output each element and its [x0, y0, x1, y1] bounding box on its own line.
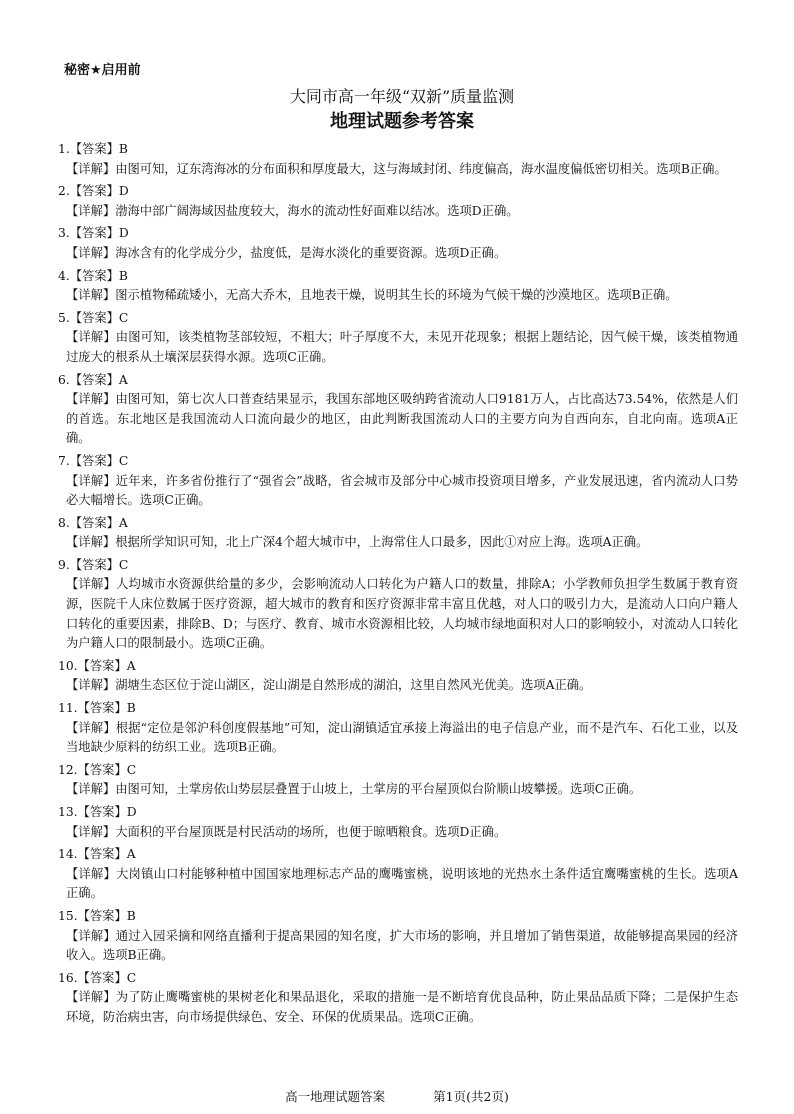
answer-item-16 — [58, 969, 738, 1028]
answer-line: 13.【答案】D — [58, 805, 137, 819]
answer-detail: 【详解】大面积的平台屋顶既是村民活动的场所，也便于晾晒粮食。选项D正确。 — [66, 824, 507, 839]
answer-line: 3.【答案】D — [58, 226, 129, 241]
answer-detail: 【详解】通过入园采摘和网络直播利于提高果园的知名度，扩大市场的影响，并且增加了销售渠道，故能够提高果园的经济收入。选项B正确。 — [66, 928, 738, 963]
answer-line: 15.【答案】B — [58, 908, 136, 923]
answer-item-14 — [58, 845, 738, 904]
answer-line: 1.【答案】B — [58, 142, 128, 156]
answer-line: 6.【答案】A — [58, 372, 128, 387]
answer-item-7 — [58, 452, 738, 511]
answer-item-3 — [58, 224, 738, 263]
answer-detail: 【详解】大岗镇山口村能够种植中国国家地理标志产品的鹰嘴蜜桃，说明该地的光热水土条件适宜鹰嘴蜜桃的生长。选项A正确。 — [66, 866, 738, 901]
answer-item-10 — [58, 657, 738, 696]
answer-line: 9.【答案】C — [58, 557, 129, 572]
answer-item-5 — [58, 309, 738, 368]
answer-detail: 【详解】由图可知，土掌房依山势层层叠置于山坡上，土掌房的平台屋顶似台阶顺山坡攀援。选项C正确。 — [66, 782, 642, 797]
answer-detail: 【详解】为了防止鹰嘴蜜桃的果树老化和果品退化，采取的措施一是不断培育优良品种，防止果品品质下降；二是保护生态环境，防治病虫害，向市场提供绿色、安全、环保的优质果品。选项C正确。 — [66, 990, 738, 1024]
answer-item-15 — [58, 907, 738, 966]
answer-detail: 【详解】由图可知，该类植物茎部较短，不粗大；叶子厚度不大，未见开花现象；根据上题结论，因气候干燥，该类植物通过庞大的根系从土壤深层获得水源。选项C正确。 — [66, 330, 738, 364]
confidential-label: 秘密★启用前 — [64, 63, 141, 78]
answer-item-6 — [58, 371, 738, 449]
answer-line: 8.【答案】A — [58, 515, 128, 530]
answer-line: 7.【答案】C — [58, 453, 129, 468]
answer-item-8 — [58, 514, 738, 553]
answer-line: 10.【答案】A — [58, 658, 136, 673]
answer-line: 14.【答案】A — [58, 847, 136, 862]
answer-detail: 【详解】根据所学知识可知，北上广深4个超大城市中，上海常住人口最多，因此①对应上海。选项A正确。 — [66, 535, 649, 550]
answer-line: 16.【答案】C — [58, 970, 137, 985]
answer-line: 2.【答案】D — [58, 184, 129, 199]
answer-item-1 — [58, 140, 738, 179]
answer-item-9 — [58, 556, 738, 654]
answer-detail: 【详解】湖塘生态区位于淀山湖区，淀山湖是自然形成的湖泊，这里自然风光优美。选项A正确。 — [66, 678, 592, 693]
answer-item-4 — [58, 267, 738, 306]
answer-detail: 【详解】近年来，许多省份推行了“强省会”战略，省会城市及部分中心城市投资项目增多，产业发展迅速，省内流动人口势必大幅增长。选项C正确。 — [66, 473, 738, 508]
answer-item-12 — [58, 761, 738, 800]
answer-line: 4.【答案】B — [58, 268, 128, 283]
answer-detail: 【详解】海冰含有的化学成分少，盐度低，是海水淡化的重要资源。选项D正确。 — [66, 245, 507, 260]
answer-list — [58, 140, 738, 1028]
exam-title: 大同市高一年级“双新”质量监测 — [289, 87, 515, 106]
answer-item-2 — [58, 182, 738, 221]
answer-detail: 【详解】由图可知，辽东湾海冰的分布面积和厚度最大，这与海域封闭、纬度偏高，海水温度偏低密切相关。选项B正确。 — [66, 161, 727, 176]
page-title: 地理试题参考答案 — [330, 111, 474, 132]
answer-line: 12.【答案】C — [58, 762, 137, 777]
footer-doc-name: 高一地理试题答案 — [285, 1089, 386, 1104]
answer-detail: 【详解】根据“定位是邻沪科创度假基地”可知，淀山湖镇适宜承接上海溢出的电子信息产业，而不是汽车、石化工业，以及当地缺少原料的纺织工业。选项B正确。 — [66, 720, 738, 755]
page-number: 第1页(共2页) — [433, 1089, 509, 1104]
answer-line: 11.【答案】B — [58, 701, 136, 716]
answer-detail: 【详解】人均城市水资源供给量的多少，会影响流动人口转化为户籍人口的数量，排除A；小学教师负担学生数属于教育资源，医院千人床位数属于医疗资源，超大城市的教育和医疗资源非常丰富且优越，对人口的吸引力大，是流动人口向户籍人口转化的重要因素，排除B、D；与医疗、教育、城市水资源相比较，人均城市绿地面积对人口的影响较小，对流动人口转化为户籍人口的限制最小。选项C正确。 — [66, 577, 738, 651]
answer-line: 5.【答案】C — [58, 310, 129, 325]
answer-item-11 — [58, 699, 738, 758]
answer-detail: 【详解】图示植物稀疏矮小，无高大乔木，且地表干燥，说明其生长的环境为气候干燥的沙漠地区。选项B正确。 — [66, 288, 678, 303]
answer-detail: 【详解】由图可知，第七次人口普查结果显示，我国东部地区吸纳跨省流动人口9181万人，占比高达73.54%，依然是人们的首选。东北地区是我国流动人口流向最少的地区，由此判断我国流动人口的主要方向为自西向东，自北向南。选项A正确。 — [66, 392, 738, 446]
page-footer — [0, 1088, 794, 1106]
answer-detail: 【详解】渤海中部广阔海域因盐度较大，海水的流动性好面难以结冰。选项D正确。 — [66, 203, 519, 218]
answer-item-13 — [58, 803, 738, 842]
